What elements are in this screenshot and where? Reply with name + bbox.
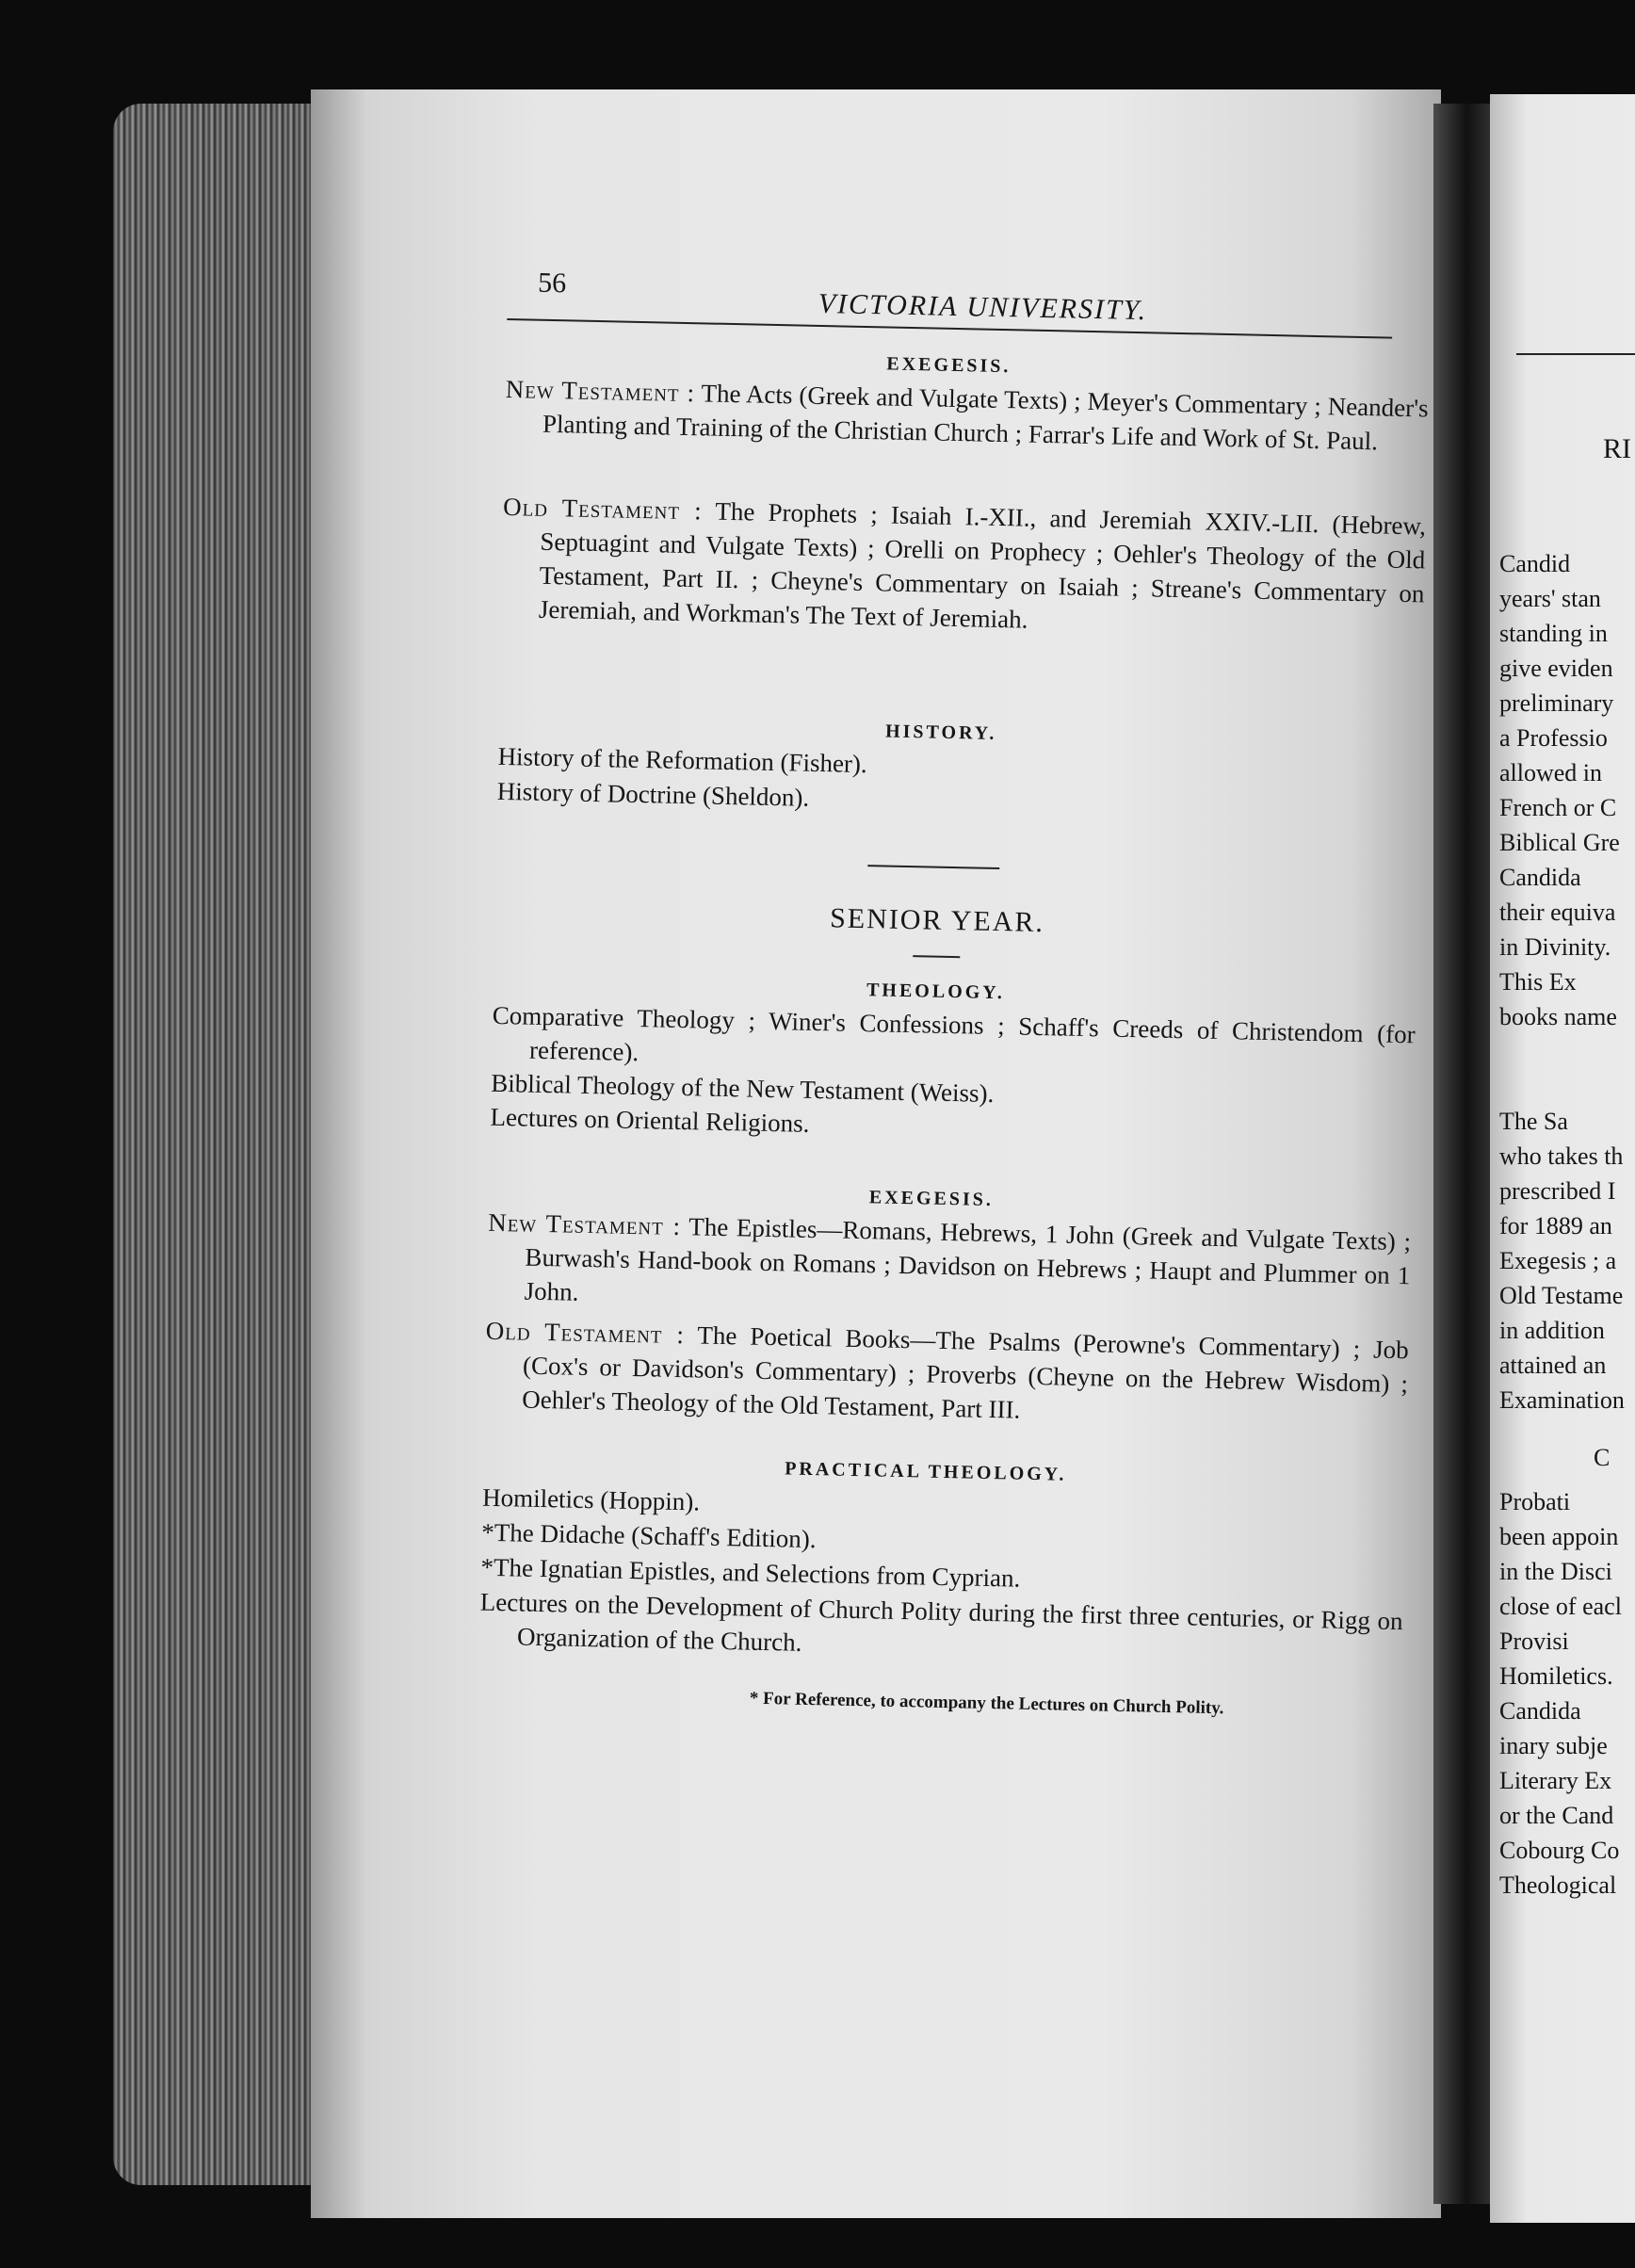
- facing-line: Biblical Gre: [1499, 829, 1620, 856]
- page-number: 56: [537, 267, 567, 300]
- facing-line: Probati: [1499, 1488, 1571, 1515]
- facing-line: preliminary: [1499, 689, 1614, 717]
- facing-line: Candida: [1499, 1697, 1581, 1725]
- senior-year-heading: SENIOR YEAR.: [829, 902, 1045, 939]
- facing-line: allowed in: [1499, 759, 1603, 786]
- history-item: History of the Reformation (Fisher).: [497, 741, 868, 779]
- section-rule: [913, 955, 960, 958]
- ot-label: Old Testament :: [502, 492, 704, 526]
- facing-line: for 1889 an: [1499, 1212, 1612, 1239]
- facing-line: Cobourg Co: [1499, 1837, 1620, 1864]
- nt-text: The Acts (Greek and Vulgate Texts) ; Meyer's Commentary ; Neander's Planting and Training of the Christian Church ; Farrar's Life and Work of St. Paul.: [542, 379, 1429, 456]
- exegesis-old-testament: [484, 1314, 1409, 1434]
- facing-line: in Divinity.: [1499, 933, 1611, 961]
- facing-line: close of eacl: [1499, 1593, 1622, 1620]
- facing-heading: C: [1594, 1444, 1611, 1471]
- facing-line: been appoin: [1499, 1523, 1619, 1550]
- facing-line: Exegesis ; a: [1499, 1247, 1617, 1274]
- facing-line: Candid: [1499, 550, 1571, 577]
- exegesis-heading: EXEGESIS.: [886, 353, 1012, 378]
- facing-line: prescribed I: [1499, 1177, 1616, 1205]
- facing-line: standing in: [1499, 620, 1608, 647]
- facing-line: their equiva: [1499, 899, 1616, 926]
- facing-line: a Professio: [1499, 724, 1608, 752]
- ot-label: Old Testament :: [485, 1316, 686, 1350]
- nt-label: New Testament :: [505, 374, 696, 408]
- facing-line: This Ex: [1499, 968, 1577, 996]
- practical-item: Homiletics (Hoppin).: [481, 1482, 701, 1516]
- facing-line: Candida: [1499, 864, 1581, 891]
- facing-line: Examination: [1499, 1386, 1625, 1414]
- facing-line: Literary Ex: [1499, 1767, 1612, 1794]
- facing-page-heading: RI: [1603, 433, 1631, 464]
- nt-text: The Epistles—Romans, Hebrews, 1 John (Greek and Vulgate Texts) ; Burwash's Hand-book on Romans ; Davidson on Hebrews ; Haupt and Plummer on 1 John.: [524, 1212, 1412, 1306]
- facing-line: or the Cand: [1499, 1802, 1614, 1829]
- history-heading: HISTORY.: [884, 721, 997, 744]
- practical-item: Lectures on the Development of Church Polity during the first three centuries, or Rigg on Organization of the Church.: [479, 1587, 1403, 1657]
- theology-heading: THEOLOGY.: [866, 980, 1006, 1004]
- facing-line: French or C: [1499, 794, 1617, 821]
- running-title: VICTORIA UNIVERSITY.: [818, 287, 1148, 327]
- theology-item: Lectures on Oriental Religions.: [490, 1102, 810, 1138]
- page-content: [477, 245, 1429, 1790]
- facing-line: Provisi: [1499, 1628, 1569, 1655]
- ot-text: The Poetical Books—The Psalms (Perowne's Commentary) ; Job (Cox's or Davidson's Commentary) ; Proverbs (Cheyne on the Hebrew Wisdom) ; Oehler's Theology of the Old Testament, Part III.: [522, 1320, 1409, 1424]
- theology-item: Comparative Theology ; Winer's Confessions ; Schaff's Creeds of Christendom (for reference).: [492, 1000, 1416, 1067]
- exegesis-new-testament: [486, 1206, 1411, 1326]
- facing-gap: [1499, 1034, 1635, 1104]
- exegesis-old-testament: [501, 490, 1427, 644]
- facing-line: who takes th: [1499, 1142, 1624, 1170]
- facing-page-text: [1499, 188, 1635, 1903]
- practical-item: *The Ignatian Epistles, and Selections from Cyprian.: [480, 1552, 1021, 1593]
- footnote: * For Reference, to accompany the Lectures on Church Polity.: [749, 1688, 1224, 1719]
- practical-theology-heading: PRACTICAL THEOLOGY.: [784, 1458, 1067, 1485]
- facing-line: Old Testame: [1499, 1282, 1624, 1309]
- facing-line: Homiletics.: [1499, 1662, 1613, 1690]
- theology-item: Biblical Theology of the New Testament (Weiss).: [491, 1068, 995, 1108]
- facing-line: books name: [1499, 1003, 1617, 1030]
- facing-line: in the Disci: [1499, 1558, 1612, 1585]
- facing-line: The Sa: [1499, 1108, 1568, 1135]
- facing-line: give eviden: [1499, 655, 1613, 682]
- facing-line: Theological: [1499, 1871, 1617, 1899]
- ot-text: The Prophets ; Isaiah I.-XII., and Jeremiah XXIV.-LII. (Hebrew, Septuagint and Vulgate Texts) ; Orelli on Prophecy ; Oehler's Theology of the Old Testament, Part II. ; Cheyne's Commentary on Isaiah ; Streane's Commentary on Jeremiah, and Workman's The Text of Jeremiah.: [538, 496, 1427, 634]
- facing-line: inary subje: [1499, 1732, 1608, 1759]
- history-item: History of Doctrine (Sheldon).: [496, 776, 810, 812]
- exegesis-heading: EXEGESIS.: [868, 1187, 995, 1211]
- facing-line: attained an: [1499, 1352, 1607, 1379]
- nt-label: New Testament :: [487, 1207, 682, 1241]
- facing-line: in addition: [1499, 1317, 1605, 1344]
- book-page-edges: [113, 104, 320, 2185]
- practical-item: *The Didache (Schaff's Edition).: [481, 1517, 817, 1554]
- facing-line: years' stan: [1499, 585, 1601, 612]
- section-rule: [867, 865, 999, 869]
